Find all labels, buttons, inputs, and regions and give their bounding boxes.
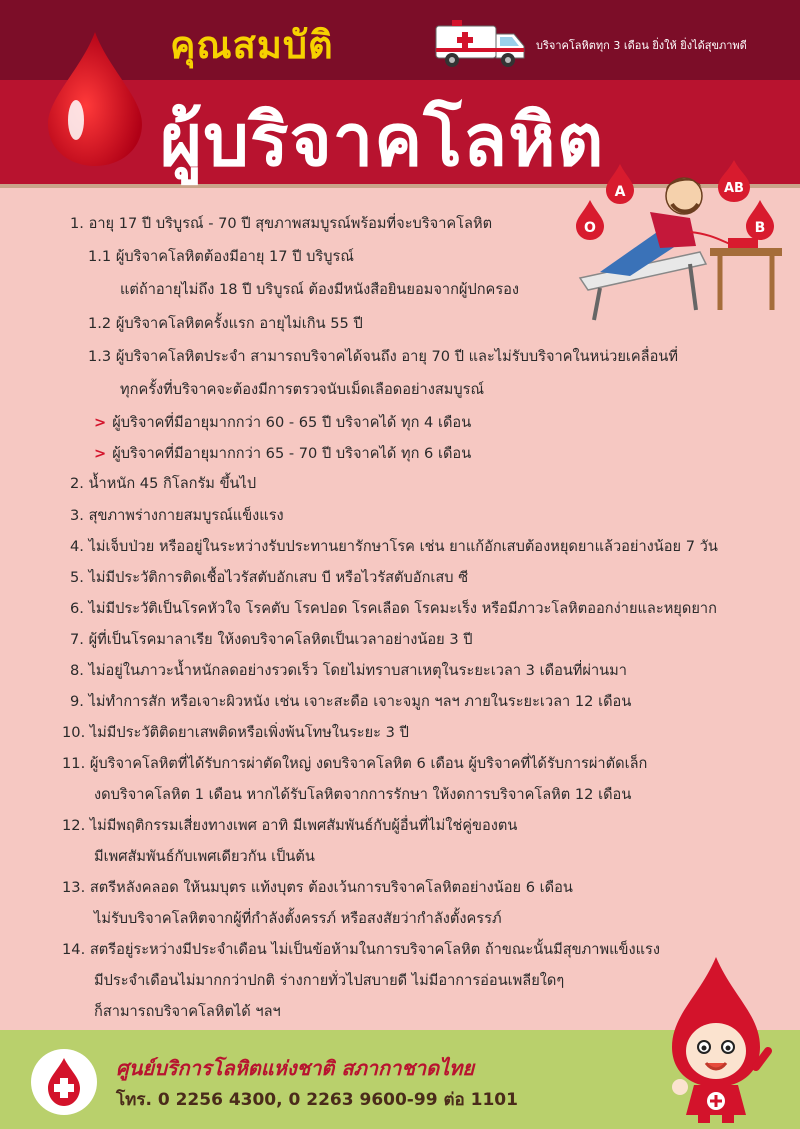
list-item <box>94 442 471 465</box>
list-item: 11. ผู้บริจาคโลหิตที่ได้รับการผ่าตัดใหญ่ งดบริจาคโลหิต 6 เดือน ผู้บริจาคที่ได้รับการผ่าตัดเล็ก <box>62 755 648 772</box>
list-item: 3. สุขภาพร่างกายสมบูรณ์แข็งแรง <box>70 507 284 524</box>
list-item: 1. อายุ 17 ปี บริบูรณ์ - 70 ปี สุขภาพสมบูรณ์พร้อมที่จะบริจาคโลหิต <box>70 215 493 232</box>
red-cross-blood-center-logo <box>30 1048 98 1116</box>
list-item-text: ผู้บริจาคที่มีอายุมากกว่า 65 - 70 ปี บริจาคได้ ทุก 6 เดือน <box>112 445 472 462</box>
list-item: 1.2 ผู้บริจาคโลหิตครั้งแรก อายุไม่เกิน 55 ปี <box>88 315 363 332</box>
chevron-right-icon: > <box>94 414 107 431</box>
qualification-list <box>0 190 800 1030</box>
list-item: 13. สตรีหลังคลอด ให้นมบุตร แท้งบุตร ต้องเว้นการบริจาคโลหิตอย่างน้อย 6 เดือน <box>62 879 573 896</box>
list-item: 9. ไม่ทำการสัก หรือเจาะผิวหนัง เช่น เจาะสะดือ เจาะจมูก ฯลฯ ภายในระยะเวลา 12 เดือน <box>70 693 632 710</box>
list-item: 8. ไม่อยู่ในภาวะน้ำหนักลดอย่างรวดเร็ว โดยไม่ทราบสาเหตุในระยะเวลา 3 เดือนที่ผ่านมา <box>70 662 627 679</box>
list-item: 1.1 ผู้บริจาคโลหิตต้องมีอายุ 17 ปี บริบูรณ์ <box>88 248 354 265</box>
list-item: 12. ไม่มีพฤติกรรมเสี่ยงทางเพศ อาทิ มีเพศสัมพันธ์กับผู้อื่นที่ไม่ใช่คู่ของตน <box>62 817 518 834</box>
list-item: 7. ผู้ที่เป็นโรคมาลาเรีย ให้งดบริจาคโลหิตเป็นเวลาอย่างน้อย 3 ปี <box>70 631 473 648</box>
blood-type-ab-label: AB <box>724 181 744 196</box>
list-item: ก็สามารถบริจาคโลหิตได้ ฯลฯ <box>94 1003 281 1020</box>
list-item <box>94 411 471 434</box>
header-slogan: บริจาคโลหิตทุก 3 เดือน ยิ่งให้ ยิ่งได้สุขภาพดี <box>536 39 747 52</box>
list-item: 14. สตรีอยู่ระหว่างมีประจำเดือน ไม่เป็นข้อห้ามในการบริจาคโลหิต ถ้าขณะนั้นมีสุขภาพแข็งแรง <box>62 941 660 958</box>
title-blood-donor: ผู้บริจาคโลหิต <box>160 98 605 182</box>
list-item: 6. ไม่มีประวัติเป็นโรคหัวใจ โรคตับ โรคปอด โรคเลือด โรคมะเร็ง หรือมีภาวะโลหิตออกง่ายและหยุดยาก <box>70 600 717 617</box>
chevron-right-icon: > <box>94 445 107 462</box>
list-item-text: ผู้บริจาคที่มีอายุมากกว่า 60 - 65 ปี บริจาคได้ ทุก 4 เดือน <box>112 414 472 431</box>
footer-phone: โทร. 0 2256 4300, 0 2263 9600-99 ต่อ 1101 <box>116 1090 518 1110</box>
blood-type-a-label: A <box>614 184 626 200</box>
footer-organization-name: ศูนย์บริการโลหิตแห่งชาติ สภากาชาดไทย <box>116 1056 475 1080</box>
list-item: ทุกครั้งที่บริจาคจะต้องมีการตรวจนับเม็ดเลือดอย่างสมบูรณ์ <box>120 381 485 398</box>
list-item: 2. น้ำหนัก 45 กิโลกรัม ขึ้นไป <box>70 475 257 492</box>
list-item: แต่ถ้าอายุไม่ถึง 18 ปี บริบูรณ์ ต้องมีหนังสือยินยอมจากผู้ปกครอง <box>120 281 520 298</box>
list-item: มีเพศสัมพันธ์กับเพศเดียวกัน เป็นต้น <box>94 848 315 865</box>
ambulance-icon <box>432 16 528 70</box>
blood-drop-mascot-icon <box>650 955 780 1125</box>
blood-drop-icon <box>42 28 148 168</box>
blood-type-o-label: O <box>584 220 596 236</box>
title-qualifications: คุณสมบัติ <box>170 23 334 67</box>
list-item: 1.3 ผู้บริจาคโลหิตประจำ สามารถบริจาคได้จนถึง อายุ 70 ปี และไม่รับบริจาคในหน่วยเคลื่อนที่ <box>88 348 678 365</box>
list-item: มีประจำเดือนไม่มากกว่าปกติ ร่างกายทั่วไปสบายดี ไม่มีอาการอ่อนเพลียใดๆ <box>94 972 565 989</box>
list-item: 10. ไม่มีประวัติติดยาเสพติดหรือเพิ่งพ้นโทษในระยะ 3 ปี <box>62 724 409 741</box>
list-item: 4. ไม่เจ็บป่วย หรืออยู่ในระหว่างรับประทานยารักษาโรค เช่น ยาแก้อักเสบต้องหยุดยาแล้วอย่างน้อย 7 วัน <box>70 538 718 555</box>
list-item: ไม่รับบริจาคโลหิตจากผู้ที่กำลังตั้งครรภ์ หรือสงสัยว่ากำลังตั้งครรภ์ <box>94 910 502 927</box>
list-item: 5. ไม่มีประวัติการติดเชื้อไวรัสตับอักเสบ บี หรือไวรัสตับอักเสบ ซี <box>70 569 469 586</box>
list-item: งดบริจาคโลหิต 1 เดือน หากได้รับโลหิตจากการรักษา ให้งดการบริจาคโลหิต 12 เดือน <box>94 786 632 803</box>
blood-type-b-label: B <box>754 220 766 236</box>
